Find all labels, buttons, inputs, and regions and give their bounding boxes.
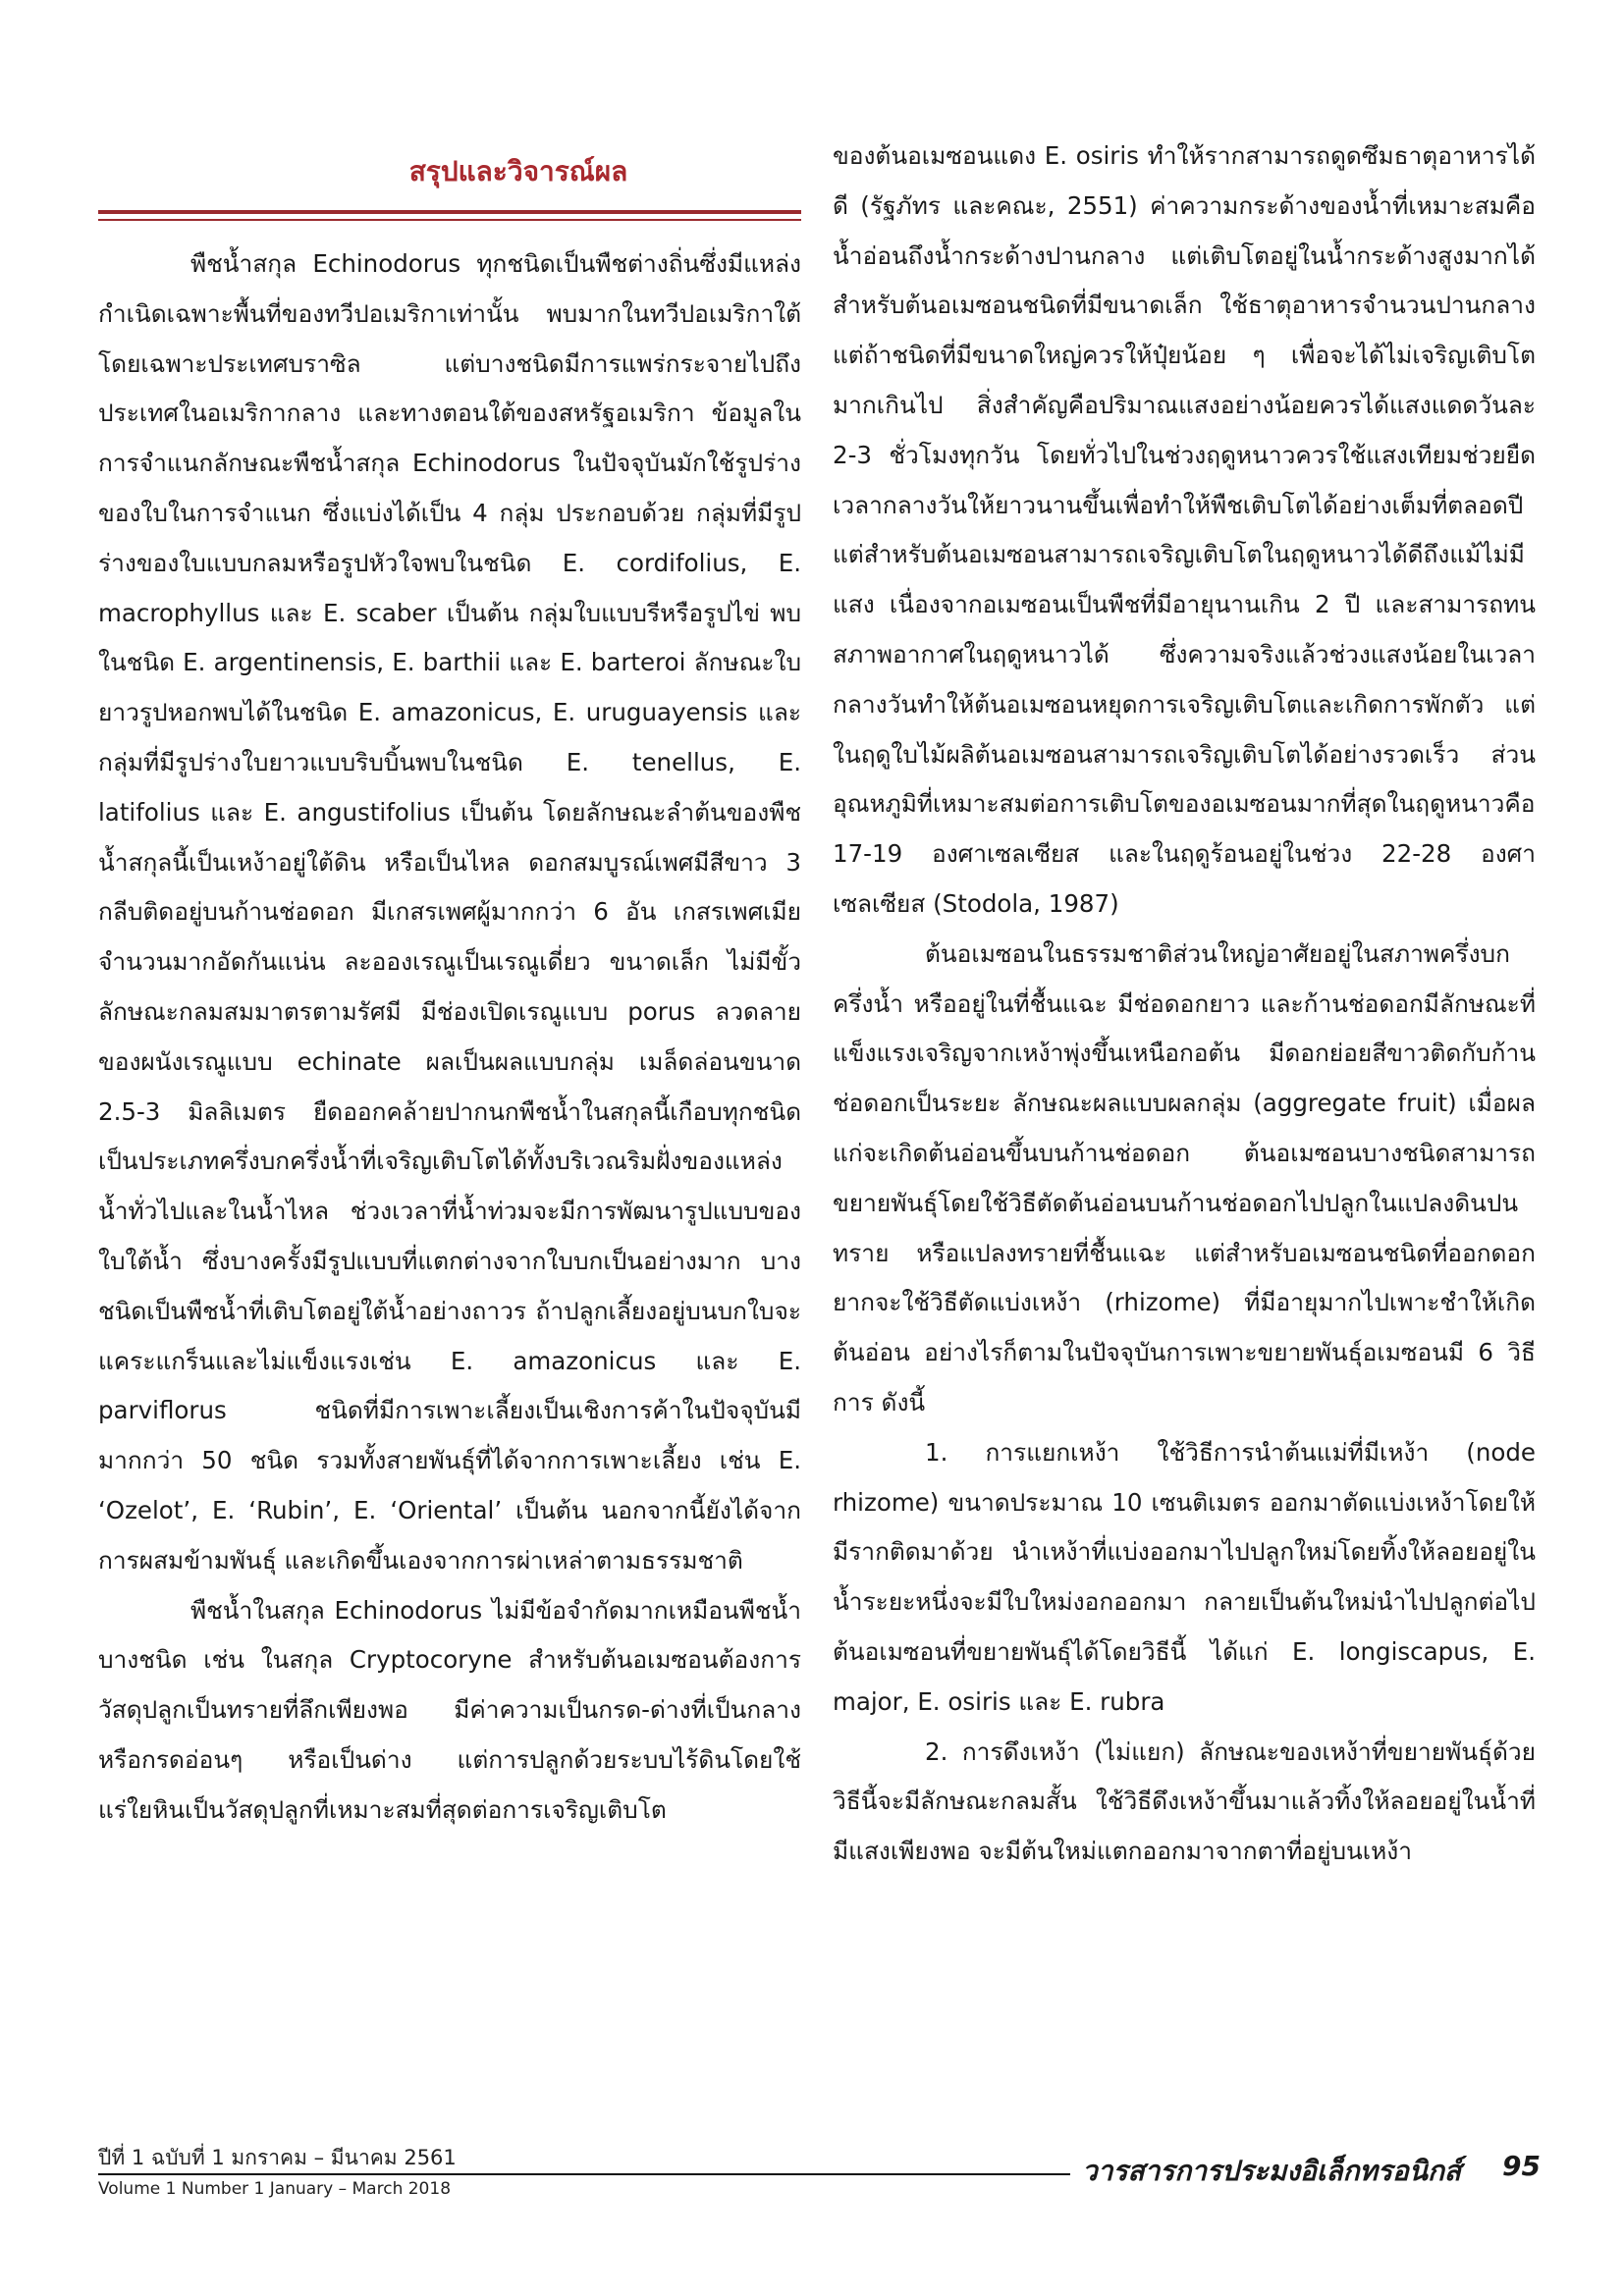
footer-issue-thai: ปีที่ 1 ฉบับที่ 1 มกราคม – มีนาคม 2561	[98, 2146, 457, 2169]
title-rule-thin	[98, 219, 801, 221]
paragraph-continued: ของต้นอเมซอนแดง E. osiris ทำให้รากสามารถดูดซึมธาตุอาหารได้ดี (รัฐภัทร และคณะ, 2551) ค่าความกระด้างของน้ำที่เหมาะสมคือน้ำอ่อนถึงน้ำกระด้างปานกลาง แต่เติบโตอยู่ในน้ำกระด้างสูงมากได้ สำหรับต้นอเมซอนชนิดที่มีขนาดเล็ก ใช้ธาตุอาหารจำนวนปานกลาง แต่ถ้าชนิดที่มีขนาดใหญ่ควรให้ปุ๋ยน้อย ๆ เพื่อจะได้ไม่เจริญเติบโตมากเกินไป สิ่งสำคัญคือปริมาณแสงอย่างน้อยควรได้แสงแดดวันละ 2-3 ชั่วโมงทุกวัน โดยทั่วไปในช่วงฤดูหนาวควรใช้แสงเทียมช่วยยืดเวลากลางวันให้ยาวนานขึ้นเพื่อทำให้พืชเติบโตได้อย่างเต็มที่ตลอดปี แต่สำหรับต้นอเมซอนสามารถเจริญเติบโตในฤดูหนาวได้ดีถึงแม้ไม่มีแสง เนื่องจากอเมซอนเป็นพืชที่มีอายุนานเกิน 2 ปี และสามารถทนสภาพอากาศในฤดูหนาวได้ ซึ่งความจริงแล้วช่วงแสงน้อยในเวลากลางวันทำให้ต้นอเมซอนหยุดการเจริญเติบโตและเกิดการพักตัว แต่ในฤดูใบไม้ผลิต้นอเมซอนสามารถเจริญเติบโตได้อย่างรวดเร็ว ส่วนอุณหภูมิที่เหมาะสมต่อการเติบโตของอเมซอนมากที่สุดในฤดูหนาวคือ 17-19 องศาเซลเซียส และในฤดูร้อนอยู่ในช่วง 22-28 องศาเซลเซียส (Stodola, 1987)	[833, 141, 1536, 918]
section-title: สรุปและวิจารณ์ผล	[408, 155, 628, 187]
paragraph-method-2: 2. การดึงเหง้า (ไม่แยก) ลักษณะของเหง้าที่ขยายพันธุ์ด้วยวิธีนี้จะมีลักษณะกลมสั้น ใช้วิธีดึงเหง้าขึ้นมาแล้วทิ้งให้ลอยอยู่ในน้ำที่มีแสงเพียงพอ จะมีต้นใหม่แตกออกมาจากตาที่อยู่บนเหง้า	[833, 1736, 1536, 1866]
paragraph-natural-habitat: ต้นอเมซอนในธรรมชาติส่วนใหญ่อาศัยอยู่ในสภาพครึ่งบกครึ่งน้ำ หรืออยู่ในที่ชื้นแฉะ มีช่อดอกยาว และก้านช่อดอกมีลักษณะที่แข็งแรงเจริญจากเหง้าพุ่งขึ้นเหนือกอต้น มีดอกย่อยสีขาวติดกับก้านช่อดอกเป็นระยะ ลักษณะผลแบบผลกลุ่ม (aggregate fruit) เมื่อผลแก่จะเกิดต้นอ่อนขึ้นบนก้านช่อดอก ต้นอเมซอนบางชนิดสามารถขยายพันธุ์โดยใช้วิธีตัดต้นอ่อนบนก้านช่อดอกไปปลูกในแปลงดินปนทราย หรือแปลงทรายที่ชื้นแฉะ แต่สำหรับอเมซอนชนิดที่ออกดอกยากจะใช้วิธีตัดแบ่งเหง้า (rhizome) ที่มีอายุมากไปเพาะชำให้เกิดต้นอ่อน อย่างไรก็ตามในปัจจุบันการเพาะขยายพันธุ์อเมซอนมี 6 วิธีการ ดังนี้	[833, 938, 1536, 1416]
page-number: 95	[1502, 2150, 1541, 2182]
paragraph-echinodorus-overview: พืชน้ำสกุล Echinodorus ทุกชนิดเป็นพืชต่างถิ่นซึ่งมีแหล่งกำเนิดเฉพาะพื้นที่ของทวีปอเมริกาเท่านั้น พบมากในทวีปอเมริกาใต้โดยเฉพาะประเทศบราซิล แต่บางชนิดมีการแพร่กระจายไปถึงประเทศในอเมริกากลาง และทางตอนใต้ของสหรัฐอเมริกา ข้อมูลในการจำแนกลักษณะพืชน้ำสกุล Echinodorus ในปัจจุบันมักใช้รูปร่างของใบในการจำแนก ซึ่งแบ่งได้เป็น 4 กลุ่ม ประกอบด้วย กลุ่มที่มีรูปร่างของใบแบบกลมหรือรูปหัวใจพบในชนิด E. cordifolius, E. macrophyllus และ E. scaber เป็นต้น กลุ่มใบแบบรีหรือรูปไข่ พบในชนิด E. argentinensis, E. barthii และ E. barteroi ลักษณะใบยาวรูปหอกพบได้ในชนิด E. amazonicus, E. uruguayensis และกลุ่มที่มีรูปร่างใบยาวแบบริบบิ้นพบในชนิด E. tenellus, E. latifolius และ E. angustifolius เป็นต้น โดยลักษณะลำต้นของพืชน้ำสกุลนี้เป็นเหง้าอยู่ใต้ดิน หรือเป็นไหล ดอกสมบูรณ์เพศมีสีขาว 3 กลีบติดอยู่บนก้านช่อดอก มีเกสรเพศผู้มากกว่า 6 อัน เกสรเพศเมียจำนวนมากอัดกันแน่น ละอองเรณูเป็นเรณูเดี่ยว ขนาดเล็ก ไม่มีขั้ว ลักษณะกลมสมมาตรตามรัศมี มีช่องเปิดเรณูแบบ porus ลวดลายของผนังเรณูแบบ echinate ผลเป็นผลแบบกลุ่ม เมล็ดล่อนขนาด 2.5-3 มิลลิเมตร ยืดออกคล้ายปากนกพืชน้ำในสกุลนี้เกือบทุกชนิดเป็นประเภทครึ่งบกครึ่งน้ำที่เจริญเติบโตได้ทั้งบริเวณริมฝั่งของแหล่งน้ำทั่วไปและในน้ำไหล ช่วงเวลาที่น้ำท่วมจะมีการพัฒนารูปแบบของใบใต้น้ำ ซึ่งบางครั้งมีรูปแบบที่แตกต่างจากใบบกเป็นอย่างมาก บางชนิดเป็นพืชน้ำที่เติบโตอยู่ใต้น้ำอย่างถาวร ถ้าปลูกเลี้ยงอยู่บนบกใบจะแคระแกร็นและไม่แข็งแรงเช่น E. amazonicus และ E. parviflorus ชนิดที่มีการเพาะเลี้ยงเป็นเชิงการค้าในปัจจุบันมีมากกว่า 50 ชนิด รวมทั้งสายพันธุ์ที่ได้จากการเพาะเลี้ยง เช่น E. ‘Ozelot’, E. ‘Rubin’, E. ‘Oriental’ เป็นต้น นอกจากนี้ยังได้จากการผสมข้ามพันธุ์ และเกิดขึ้นเองจากการผ่าเหล่าตามธรรมชาติ	[98, 249, 801, 1575]
title-rule	[98, 210, 801, 224]
paragraph-growing-conditions: พืชน้ำในสกุล Echinodorus ไม่มีข้อจำกัดมากเหมือนพืชน้ำบางชนิด เช่น ในสกุล Cryptocoryne สำหรับต้นอเมซอนต้องการวัสดุปลูกเป็นทรายที่ลึกเพียงพอ มีค่าความเป็นกรด-ด่างที่เป็นกลางหรือกรดอ่อนๆ หรือเป็นด่าง แต่การปลูกด้วยระบบไร้ดินโดยใช้แร่ใยหินเป็นวัสดุปลูกที่เหมาะสมที่สุดต่อการเจริญเติบโต	[98, 1595, 801, 1824]
journal-name: วารสารการประมงอิเล็กทรอนิกส์	[1082, 2155, 1462, 2187]
title-rule-thick	[98, 210, 801, 214]
left-column	[98, 147, 801, 1836]
footer-rule	[98, 2173, 1070, 2175]
right-column	[833, 132, 1536, 1877]
paragraph-method-1: 1. การแยกเหง้า ใช้วิธีการนำต้นแม่ที่มีเหง้า (node rhizome) ขนาดประมาณ 10 เซนติเมตร ออกมาตัดแบ่งเหง้าโดยให้มีรากติดมาด้วย นำเหง้าที่แบ่งออกมาไปปลูกใหม่โดยทิ้งให้ลอยอยู่ในน้ำระยะหนึ่งจะมีใบใหม่งอกออกมา กลายเป็นต้นใหม่นำไปปลูกต่อไป ต้นอเมซอนที่ขยายพันธุ์ได้โดยวิธีนี้ ได้แก่ E. longiscapus, E. major, E. osiris และ E. rubra	[833, 1437, 1536, 1716]
footer-issue-english: Volume 1 Number 1 January – March 2018	[98, 2179, 452, 2199]
